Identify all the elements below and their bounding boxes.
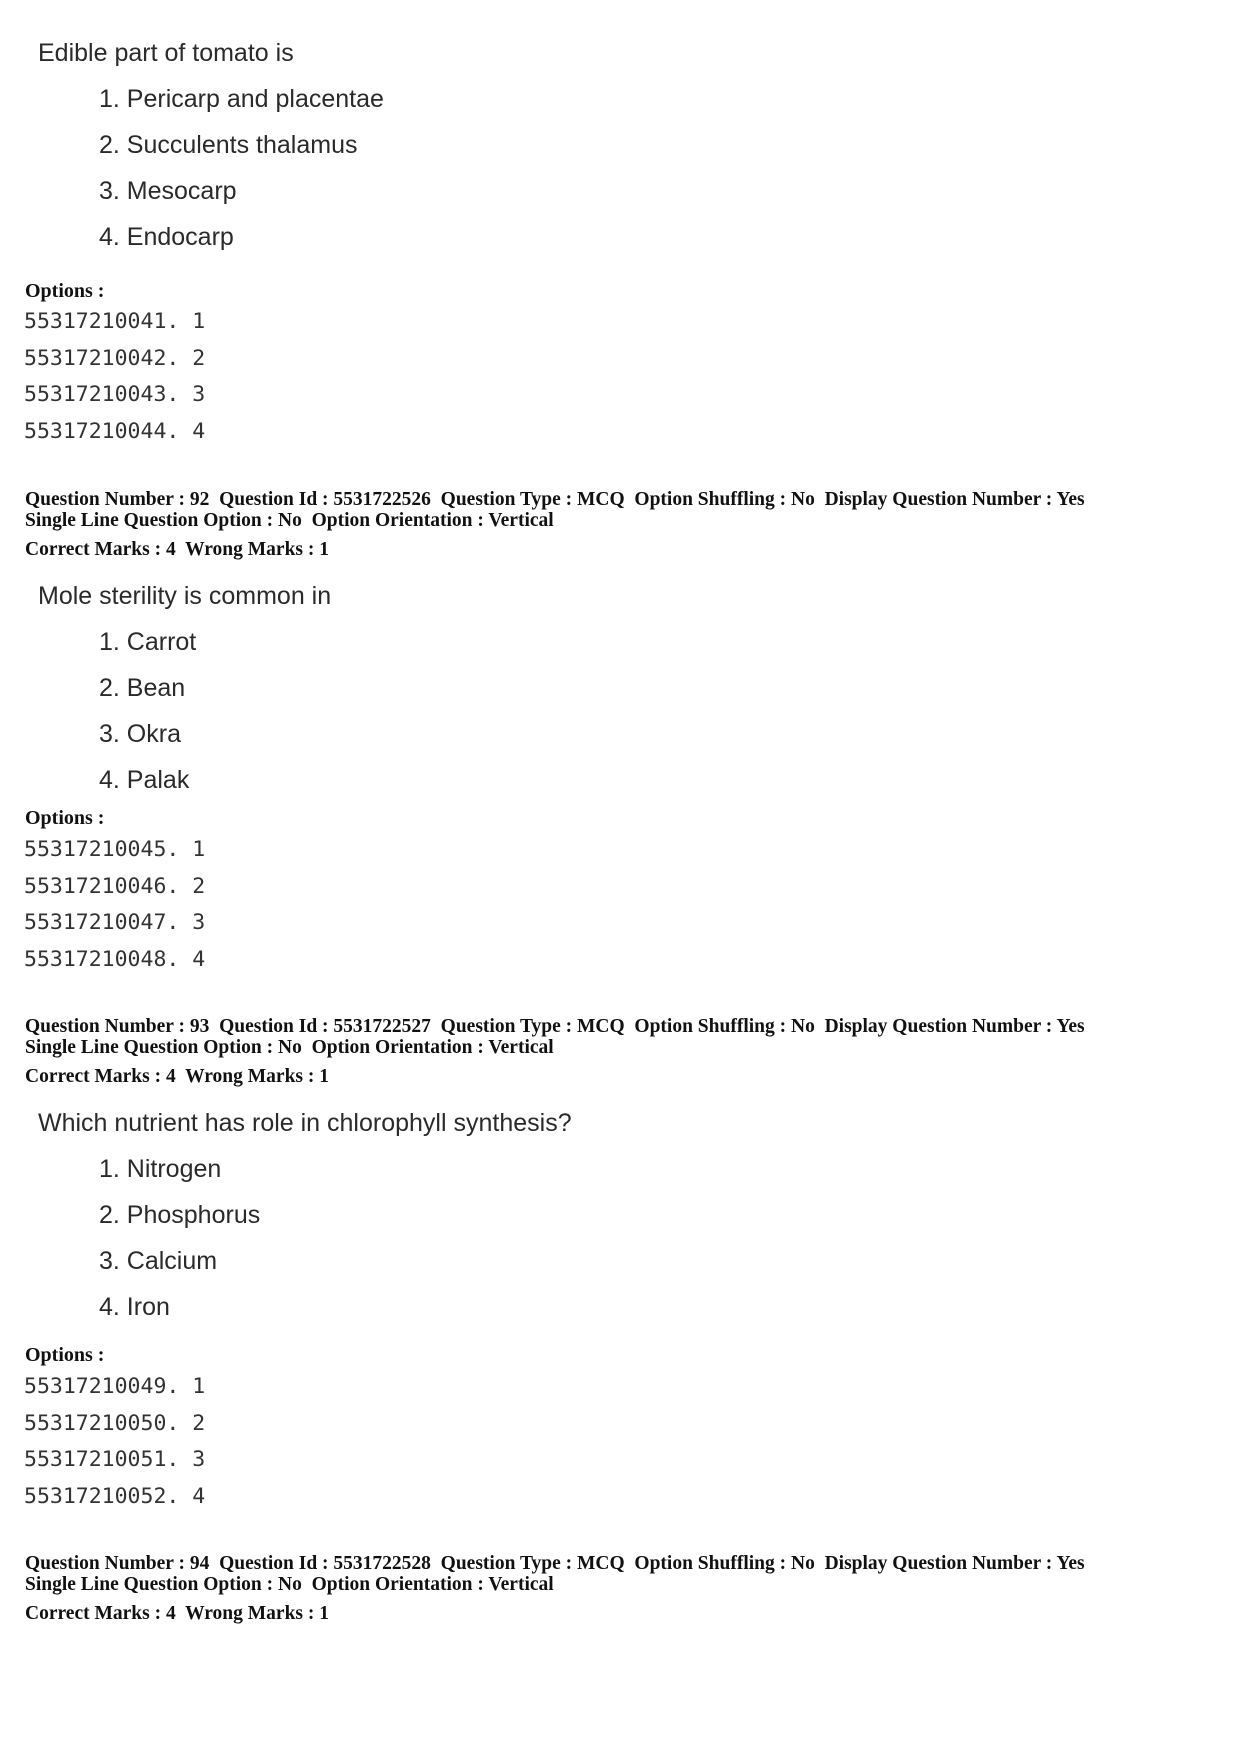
option-row: 55317210052. 4 [24, 1483, 206, 1509]
question-93-choice-3: 3. Calcium [99, 1247, 218, 1275]
question-93-marks: Correct Marks : 4 Wrong Marks : 1 [25, 1066, 330, 1087]
question-92-choice-4: 4. Palak [99, 766, 190, 794]
option-row: 55317210049. 1 [24, 1374, 206, 1399]
question-93-meta-line-2: Single Line Question Option : No Option Orientation : Vertical [25, 1037, 554, 1058]
question-92-choice-1: 1. Carrot [99, 628, 197, 656]
question-93-choice-2: 2. Phosphorus [99, 1201, 261, 1229]
question-91-choice-1: 1. Pericarp and placentae [99, 85, 384, 113]
question-92-marks: Correct Marks : 4 Wrong Marks : 1 [25, 539, 330, 560]
question-91-options-label: Options : [25, 280, 105, 302]
question-93-choice-1: 1. Nitrogen [99, 1155, 222, 1183]
question-91-choice-2: 2. Succulents thalamus [99, 131, 358, 159]
option-row: 55317210042. 2 [24, 345, 206, 371]
question-91-image [38, 38, 384, 268]
question-94-meta-line-2: Single Line Question Option : No Option Orientation : Vertical [25, 1574, 554, 1595]
option-row: 55317210048. 4 [24, 946, 206, 972]
option-row: 55317210045. 1 [24, 837, 206, 862]
question-92-image [38, 581, 331, 811]
question-92-choice-2: 2. Bean [99, 674, 186, 702]
option-row: 55317210047. 3 [24, 910, 206, 935]
question-93-options-label: Options : [25, 1344, 105, 1366]
option-row: 55317210046. 2 [24, 873, 206, 899]
question-93-stem: Which nutrient has role in chlorophyll synthesis? [38, 1109, 572, 1137]
question-94-marks: Correct Marks : 4 Wrong Marks : 1 [25, 1603, 330, 1624]
question-91-stem: Edible part of tomato is [38, 39, 294, 67]
question-91-options-list [24, 308, 205, 454]
question-92-choice-3: 3. Okra [99, 720, 181, 748]
question-92-options-label: Options : [25, 807, 105, 829]
option-row: 55317210050. 2 [24, 1410, 206, 1436]
question-93-options-list [24, 1373, 205, 1519]
question-93-choice-4: 4. Iron [99, 1293, 170, 1321]
question-93-image [38, 1108, 572, 1338]
question-92-meta-line-2: Single Line Question Option : No Option Orientation : Vertical [25, 510, 554, 531]
question-91-choice-4: 4. Endocarp [99, 223, 234, 251]
option-row: 55317210043. 3 [24, 382, 206, 407]
question-92-stem: Mole sterility is common in [38, 582, 332, 610]
question-91-choice-3: 3. Mesocarp [99, 177, 237, 205]
option-row: 55317210044. 4 [24, 418, 206, 444]
option-row: 55317210041. 1 [24, 309, 206, 334]
question-92-meta-line-1: Question Number : 92 Question Id : 5531722526 Question Type : MCQ Option Shuffling : No Display Question Number : Yes [25, 489, 1085, 510]
question-93-meta-line-1: Question Number : 93 Question Id : 5531722527 Question Type : MCQ Option Shuffling : No Display Question Number : Yes [25, 1016, 1085, 1037]
option-row: 55317210051. 3 [24, 1447, 206, 1472]
question-94-meta-line-1: Question Number : 94 Question Id : 5531722528 Question Type : MCQ Option Shuffling : No Display Question Number : Yes [25, 1553, 1085, 1574]
question-92-options-list [24, 836, 205, 982]
